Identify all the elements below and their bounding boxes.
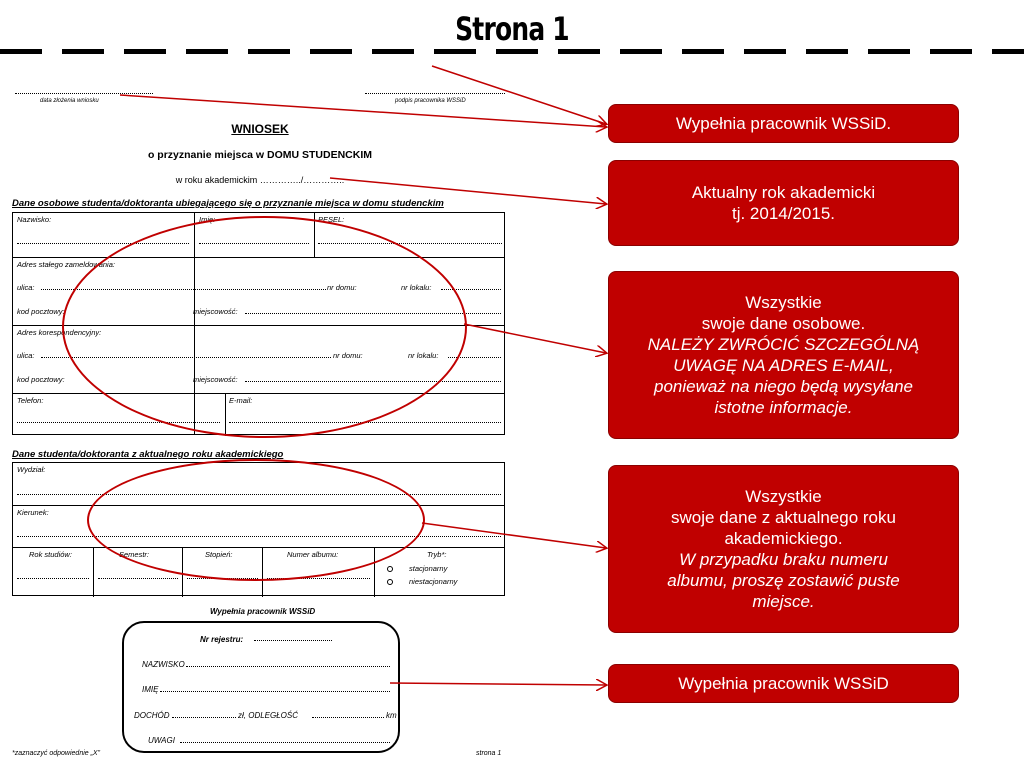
- surname-label: Nazwisko:: [17, 215, 52, 224]
- street-label-2: ulica:: [17, 351, 35, 360]
- flat-no-label-2: nr lokalu:: [408, 351, 439, 360]
- staff-signature-label: podpis pracownika WSSiD: [395, 98, 466, 104]
- date-label: data złożenia wniosku: [40, 98, 99, 104]
- callout-academic-data: [608, 465, 959, 633]
- arrow-staff: [390, 683, 606, 685]
- arrow-year: [330, 178, 606, 204]
- callout-academic-line-3: akademickiego.: [724, 529, 843, 548]
- callout-staff-fill-top-line: Wypełnia pracownik WSSiD.: [675, 114, 892, 133]
- distance-unit-label: km: [386, 711, 397, 720]
- callout-personal-line-1: Wszystkie: [745, 293, 822, 312]
- postcode-label-2: kod pocztowy:: [17, 375, 65, 384]
- staff-name-label: IMIĘ: [142, 685, 159, 694]
- degree-label: Stopień:: [205, 550, 233, 559]
- flat-no-label: nr lokalu:: [401, 283, 432, 292]
- callout-personal-data: [608, 271, 959, 439]
- slide-title: Strona 1: [455, 10, 569, 48]
- callout-personal-italic-3: ponieważ na niego będą wysyłane: [654, 377, 913, 396]
- arrow-personal: [464, 324, 606, 353]
- callout-staff-fill-bottom-line: Wypełnia pracownik WSSiD: [678, 674, 889, 693]
- form-title: WNIOSEK: [231, 122, 289, 136]
- postcode-label: kod pocztowy:: [17, 307, 65, 316]
- parttime-label: niestacjonarny: [409, 577, 458, 586]
- callout-personal-italic-1: NALEŻY ZWRÓCIĆ SZCZEGÓLNĄ: [647, 335, 920, 354]
- arrow-signature: [432, 66, 606, 124]
- house-no-label-2: nr domu:: [333, 351, 363, 360]
- academic-section-title: Dane studenta/doktoranta z aktualnego roku akademickiego: [12, 449, 284, 460]
- correspondence-address-label: Adres korespondencyjny:: [17, 328, 102, 337]
- semester-label: Semestr:: [119, 550, 150, 559]
- phone-label: Telefon:: [17, 396, 44, 405]
- mode-label: Tryb*:: [427, 550, 447, 559]
- city-label-2: miejscowość:: [193, 375, 238, 384]
- callout-personal-line-2: swoje dane osobowe.: [701, 314, 866, 333]
- staff-surname-label: NAZWISKO: [142, 660, 185, 669]
- callout-academic-italic-3: miejsce.: [752, 592, 815, 611]
- fulltime-label: stacjonarny: [409, 564, 448, 573]
- email-label: E-mail:: [229, 396, 253, 405]
- registry-label: Nr rejestru:: [200, 635, 244, 644]
- callout-academic-line-1: Wszystkie: [745, 487, 822, 506]
- callout-academic-italic-2: albumu, proszę zostawić puste: [667, 571, 900, 590]
- callout-academic-year-line-1: Aktualny rok akademicki: [691, 183, 876, 202]
- staff-box-header: Wypełnia pracownik WSSiD: [210, 607, 316, 616]
- callout-academic-line-2: swoje dane z aktualnego roku: [671, 508, 896, 527]
- callout-academic-italic-1: W przypadku braku numeru: [679, 550, 888, 569]
- footnote: *zaznaczyć odpowiednie „X”: [12, 750, 100, 757]
- page-label: strona 1: [476, 750, 502, 757]
- callout-personal-italic-2: UWAGĘ NA ADRES E-MAIL,: [673, 356, 894, 375]
- pesel-label: PESEL:: [318, 215, 345, 224]
- album-label: Numer albumu:: [287, 550, 339, 559]
- academic-year-line: w roku akademickim …………../…………..: [175, 175, 345, 185]
- street-label: ulica:: [17, 283, 35, 292]
- year-label: Rok studiów:: [29, 550, 72, 559]
- house-no-label: nr domu:: [327, 283, 357, 292]
- permanent-address-label: Adres stałego zameldowania:: [17, 260, 115, 269]
- arrow-academic: [422, 523, 606, 548]
- city-label: miejscowość:: [193, 307, 238, 316]
- personal-section-title: Dane osobowe studenta/doktoranta ubiegającego się o przyznanie miejsca w domu studenckim: [12, 198, 444, 209]
- form-subtitle: o przyznanie miejsca w DOMU STUDENCKIM: [147, 149, 373, 161]
- income-label: DOCHÓD: [134, 711, 170, 720]
- name-label: Imię:: [199, 215, 216, 224]
- notes-label: UWAGI: [148, 736, 175, 745]
- faculty-label: Wydział:: [17, 465, 46, 474]
- callout-academic-year: [608, 160, 959, 246]
- callout-staff-fill-bottom: [608, 664, 959, 703]
- income-unit-label: zł, ODLEGŁOŚĆ: [238, 711, 299, 720]
- callout-personal-italic-4: istotne informacje.: [714, 398, 853, 417]
- field-label: Kierunek:: [17, 508, 49, 517]
- callout-staff-fill-top: [608, 104, 959, 143]
- callout-academic-year-line-2: tj. 2014/2015.: [731, 204, 836, 223]
